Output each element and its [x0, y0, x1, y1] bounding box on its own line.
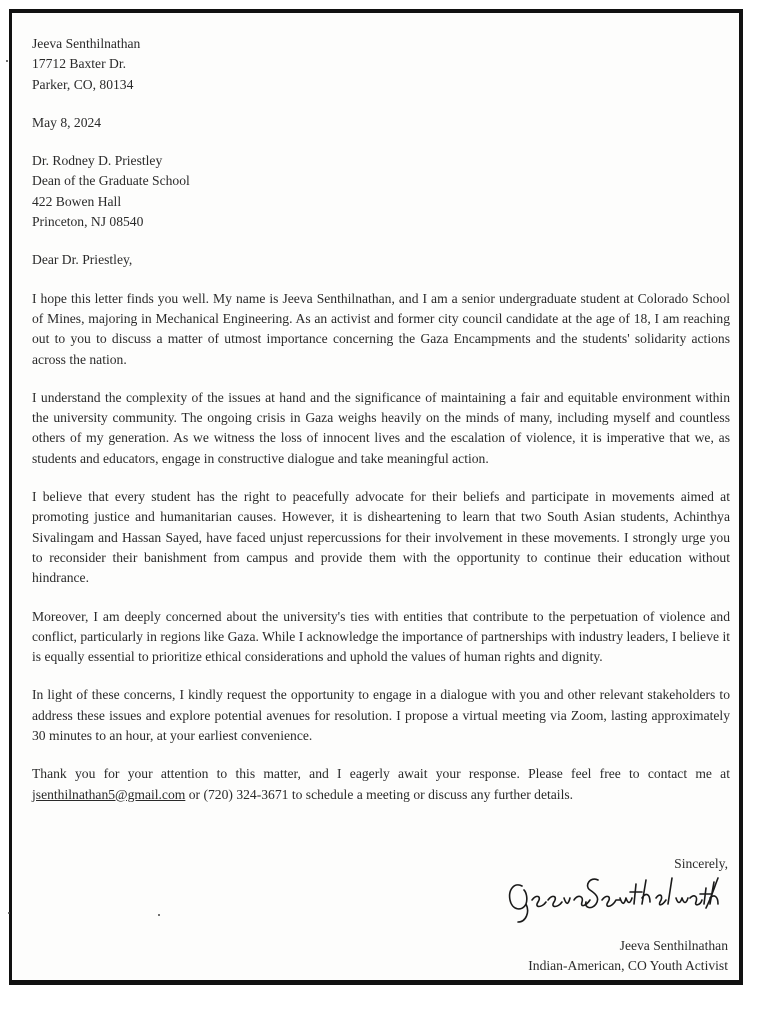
salutation	[32, 250, 730, 270]
letter-body	[32, 34, 730, 823]
paragraph-intro: I hope this letter finds you well. My name is Jeeva Senthilnathan, and I am a senior undergraduate student at Colorado School of Mines, majoring in Mechanical Engineering. As an activist and former city council candidate at the age of 18, I am reaching out to you to discuss a matter of utmost importance concerning the Gaza Encampments and the students' solidarity actions across the nation.	[32, 290, 730, 367]
sender-name: Jeeva Senthilnathan	[32, 36, 141, 51]
contact-tail-text: or (720) 324-3671 to schedule a meeting or discuss any further details.	[188, 786, 574, 802]
letter-date	[32, 113, 730, 133]
closing-line: Sincerely,	[674, 856, 728, 871]
recipient-name: Dr. Rodney D. Priestley	[32, 153, 163, 169]
signature-drawing	[500, 868, 725, 930]
handwritten-signature	[500, 868, 725, 930]
recipient-street: 422 Bowen Hall	[32, 193, 122, 209]
paragraph-context: I understand the complexity of the issues at hand and the significance of maintaining a fair and equitable environment within the university community. The ongoing crisis in Gaza weighs heavily on the minds of many, including myself and countless others of my generation. As we witness the loss of innocent lives and the escalation of violence, it is imperative that we, as students and educators, engage in constructive dialogue and take meaningful action.	[32, 389, 730, 466]
signoff-title: Indian-American, CO Youth Activist	[528, 958, 728, 974]
sender-street: 17712 Baxter Dr.	[32, 56, 127, 72]
paragraph-contact	[32, 764, 730, 805]
date-text: May 8, 2024	[32, 114, 102, 130]
paragraph-request: In light of these concerns, I kindly request the opportunity to engage in a dialogue with you and other relevant stakeholders to address these issues and explore potential avenues for resolution. I propose a virtual meeting via Zoom, lasting approximately 30 minutes to an hour, at your earliest convenience.	[32, 687, 730, 744]
scan-speck	[6, 60, 8, 62]
scan-speck	[8, 912, 10, 914]
contact-lead-text: Thank you for your attention to this matter, and I eagerly await your response. Please feel free to contact me at	[32, 766, 730, 782]
signoff-name: Jeeva Senthilnathan	[619, 938, 728, 953]
sender-address	[32, 34, 730, 95]
recipient-address	[32, 151, 730, 232]
salutation-text: Dear Dr. Priestley,	[32, 252, 133, 268]
paragraph-students: I believe that every student has the right to peacefully advocate for their beliefs and participate in movements aimed at promoting justice and humanitarian causes. However, it is disheartening to learn that two South Asian students, Achinthya Sivalingam and Hassan Sayed, have faced unjust repercussions for their involvement in these movements. I strongly urge you to reconsider their banishment from campus and provide them with the opportunity to continue their education without hindrance.	[32, 489, 730, 586]
signoff-block	[528, 936, 728, 977]
recipient-title: Dean of the Graduate School	[32, 173, 190, 189]
scan-speck	[158, 914, 160, 916]
recipient-city: Princeton, NJ 08540	[32, 214, 144, 230]
sender-city: Parker, CO, 80134	[32, 76, 134, 92]
paragraph-ties: Moreover, I am deeply concerned about the university's ties with entities that contribute to the perpetuation of violence and conflict, particularly in regions like Gaza. While I acknowledge the importance of partnerships with industry leaders, I believe it is equally essential to prioritize ethical considerations and uphold the values of human rights and dignity.	[32, 608, 730, 665]
email-link[interactable]: jsenthilnathan5@gmail.com	[32, 786, 186, 802]
